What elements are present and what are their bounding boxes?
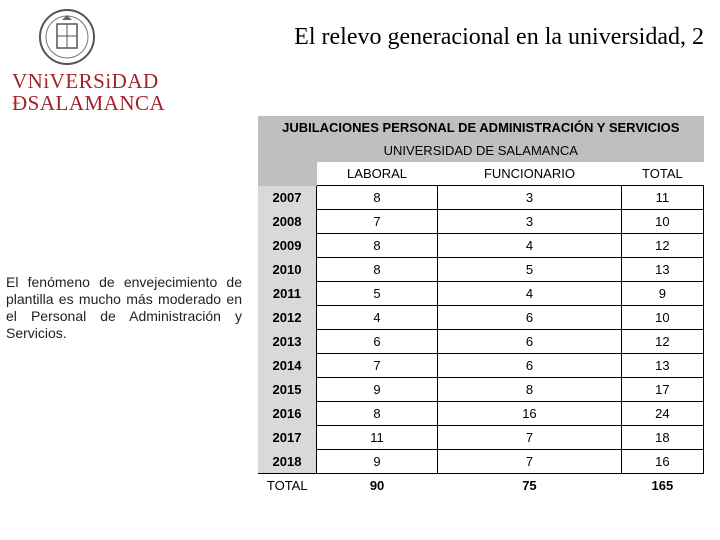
column-header-funcionario: FUNCIONARIO bbox=[438, 162, 622, 186]
cell-laboral: 6 bbox=[317, 330, 438, 354]
row-year: 2011 bbox=[258, 282, 317, 306]
university-seal-icon bbox=[38, 8, 96, 66]
row-year: 2018 bbox=[258, 450, 317, 474]
table-row bbox=[258, 210, 704, 234]
row-year: 2008 bbox=[258, 210, 317, 234]
table-row bbox=[258, 354, 704, 378]
table-row bbox=[258, 402, 704, 426]
cell-total: 11 bbox=[621, 186, 703, 210]
cell-funcionario: 6 bbox=[438, 354, 622, 378]
cell-total: 10 bbox=[621, 210, 703, 234]
logo-line-1: VNiVERSiDAD bbox=[12, 69, 159, 93]
table-title: JUBILACIONES PERSONAL DE ADMINISTRACIÓN Y SERVICIOS bbox=[258, 116, 704, 139]
table-row bbox=[258, 378, 704, 402]
cell-laboral: 8 bbox=[317, 186, 438, 210]
cell-funcionario: 3 bbox=[438, 186, 622, 210]
cell-laboral: 8 bbox=[317, 402, 438, 426]
cell-funcionario: 16 bbox=[438, 402, 622, 426]
cell-funcionario: 4 bbox=[438, 234, 622, 258]
total-laboral: 90 bbox=[317, 474, 438, 498]
table-row bbox=[258, 450, 704, 474]
row-year: 2012 bbox=[258, 306, 317, 330]
row-year: 2017 bbox=[258, 426, 317, 450]
cell-total: 13 bbox=[621, 354, 703, 378]
total-row bbox=[258, 474, 704, 498]
cell-total: 16 bbox=[621, 450, 703, 474]
cell-laboral: 9 bbox=[317, 378, 438, 402]
cell-funcionario: 5 bbox=[438, 258, 622, 282]
cell-total: 12 bbox=[621, 330, 703, 354]
cell-total: 9 bbox=[621, 282, 703, 306]
cell-laboral: 8 bbox=[317, 258, 438, 282]
slide-title: El relevo generacional en la universidad, 2 bbox=[294, 24, 704, 50]
cell-funcionario: 7 bbox=[438, 426, 622, 450]
table-row bbox=[258, 258, 704, 282]
row-year: 2010 bbox=[258, 258, 317, 282]
table-row bbox=[258, 426, 704, 450]
table-row bbox=[258, 186, 704, 210]
cell-total: 10 bbox=[621, 306, 703, 330]
university-logo bbox=[12, 69, 166, 115]
header-blank bbox=[258, 162, 317, 186]
retirements-table bbox=[258, 116, 704, 497]
table-row bbox=[258, 282, 704, 306]
column-header-laboral: LABORAL bbox=[317, 162, 438, 186]
cell-funcionario: 3 bbox=[438, 210, 622, 234]
cell-total: 13 bbox=[621, 258, 703, 282]
cell-funcionario: 4 bbox=[438, 282, 622, 306]
cell-laboral: 7 bbox=[317, 210, 438, 234]
row-year: 2013 bbox=[258, 330, 317, 354]
logo-line-2: ÐSALAMANCA bbox=[12, 91, 166, 115]
cell-total: 12 bbox=[621, 234, 703, 258]
cell-funcionario: 8 bbox=[438, 378, 622, 402]
table-row bbox=[258, 330, 704, 354]
cell-laboral: 8 bbox=[317, 234, 438, 258]
cell-laboral: 5 bbox=[317, 282, 438, 306]
side-note: El fenómeno de envejecimiento de plantilla es mucho más moderado en el Personal de Administración y Servicios. bbox=[6, 274, 242, 341]
row-year: 2007 bbox=[258, 186, 317, 210]
table-subtitle: UNIVERSIDAD DE SALAMANCA bbox=[258, 139, 704, 162]
column-header-total: TOTAL bbox=[621, 162, 703, 186]
row-year: 2015 bbox=[258, 378, 317, 402]
cell-total: 24 bbox=[621, 402, 703, 426]
cell-funcionario: 7 bbox=[438, 450, 622, 474]
cell-funcionario: 6 bbox=[438, 330, 622, 354]
table-row bbox=[258, 306, 704, 330]
row-year: 2009 bbox=[258, 234, 317, 258]
cell-laboral: 11 bbox=[317, 426, 438, 450]
cell-total: 18 bbox=[621, 426, 703, 450]
total-funcionario: 75 bbox=[438, 474, 622, 498]
total-total: 165 bbox=[621, 474, 703, 498]
cell-total: 17 bbox=[621, 378, 703, 402]
cell-funcionario: 6 bbox=[438, 306, 622, 330]
row-year: 2014 bbox=[258, 354, 317, 378]
cell-laboral: 9 bbox=[317, 450, 438, 474]
cell-laboral: 7 bbox=[317, 354, 438, 378]
row-year: 2016 bbox=[258, 402, 317, 426]
table-row bbox=[258, 234, 704, 258]
cell-laboral: 4 bbox=[317, 306, 438, 330]
total-label: TOTAL bbox=[258, 474, 317, 498]
